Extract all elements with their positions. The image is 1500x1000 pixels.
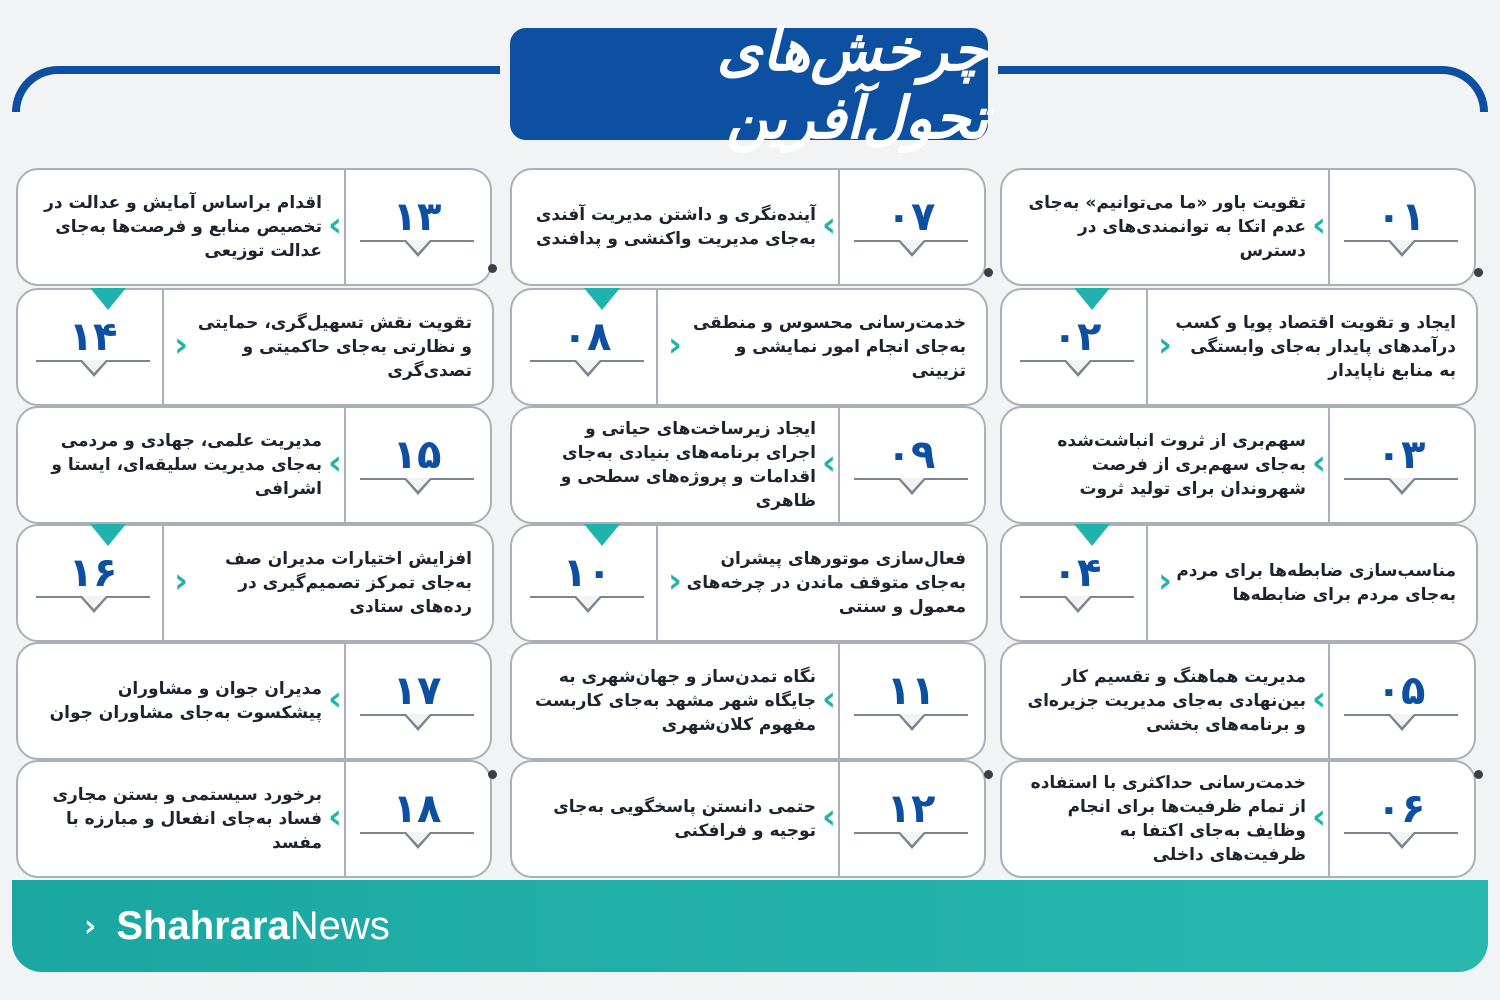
- item-number: ۰۶: [1376, 786, 1426, 832]
- item-number: ۱۰: [562, 550, 612, 596]
- list-item: [16, 168, 496, 286]
- list-item: [1000, 288, 1480, 406]
- chevron-left-icon: ‹: [327, 205, 342, 245]
- item-number: ۱۷: [392, 668, 442, 714]
- footer-bar: [12, 880, 1488, 972]
- item-number: ۰۴: [1052, 550, 1102, 596]
- connector-dot: [984, 770, 993, 779]
- chevron-right-icon: ‹: [1158, 325, 1173, 365]
- arrow-down-icon: [1074, 288, 1110, 310]
- item-text: افزایش اختیارات مدیران صف به‌جای تمرکز تصمیم‌گیری در رده‌های ستادی: [225, 549, 472, 617]
- chevron-left-icon: ‹: [1311, 205, 1326, 245]
- chevron-left-icon: ‹: [821, 205, 836, 245]
- arrow-down-icon: [584, 524, 620, 546]
- connector-dot: [1474, 268, 1483, 277]
- item-text: آینده‌نگری و داشتن مدیریت آفندی به‌جای مدیریت واکنشی و پدافندی: [535, 205, 816, 249]
- item-text: برخورد سیستمی و بستن مجاری فساد به‌جای انفعال و مبارزه با مفسد: [52, 785, 322, 853]
- chevron-right-icon: ‹: [174, 561, 189, 601]
- item-number: ۱۸: [392, 786, 442, 832]
- title-banner: [506, 16, 992, 152]
- list-item: [1000, 642, 1480, 760]
- item-number: ۰۸: [562, 314, 612, 360]
- chevron-left-icon: ‹: [821, 797, 836, 837]
- item-text: مدیران جوان و مشاوران پیشکسوت به‌جای مشاوران جوان: [49, 679, 322, 723]
- chevron-right-icon: ‹: [1158, 561, 1173, 601]
- item-number: ۱۶: [68, 550, 118, 596]
- item-number: ۱۳: [392, 194, 442, 240]
- item-text: تقویت نقش تسهیل‌گری، حمایتی و نظارتی به‌جای حاکمیتی و تصدی‌گری: [197, 313, 472, 381]
- chevron-left-icon: ‹: [1311, 797, 1326, 837]
- chevron-left-icon: ‹: [1311, 679, 1326, 719]
- chevron-left-icon: ‹: [327, 443, 342, 483]
- list-item: [510, 760, 990, 878]
- item-number: ۰۲: [1052, 314, 1102, 360]
- brand-logo-light: News: [289, 903, 390, 948]
- item-text: اقدام براساس آمایش و عدالت در تخصیص منابع و فرصت‌ها به‌جای عدالت توزیعی: [44, 193, 322, 261]
- chevron-left-icon: ‹: [821, 679, 836, 719]
- list-item: [16, 760, 496, 878]
- connector-dot: [984, 268, 993, 277]
- arrow-down-icon: [1074, 524, 1110, 546]
- chevron-left-icon: ‹: [1311, 443, 1326, 483]
- item-number: ۱۱: [886, 668, 936, 714]
- list-item: [16, 642, 496, 760]
- chevron-right-icon: ‹: [668, 561, 683, 601]
- item-text: سهم‌بری از ثروت انباشت‌شده به‌جای سهم‌بری از فرصت شهروندان برای تولید ثروت: [1057, 431, 1306, 499]
- item-text: فعال‌سازی موتورهای پیشران به‌جای متوقف ماندن در چرخه‌های معمول و سنتی: [686, 549, 966, 617]
- list-item: [16, 524, 496, 642]
- list-item: [510, 168, 990, 286]
- chevron-left-icon: ‹: [821, 443, 836, 483]
- item-text: حتمی دانستن پاسخگویی به‌جای توجیه و فرافکنی: [553, 797, 816, 841]
- item-number: ۰۷: [886, 194, 936, 240]
- item-text: مدیریت علمی، جهادی و مردمی به‌جای مدیریت سلیقه‌ای، ایستا و اشرافی: [51, 431, 322, 499]
- list-item: [1000, 760, 1480, 878]
- chevron-right-icon: ‹: [668, 325, 683, 365]
- item-text: خدمت‌رسانی حداکثری با استفاده از تمام ظرفیت‌ها برای انجام وظایف به‌جای اکتفا به ظرفیت‌های داخلی: [1030, 773, 1306, 865]
- item-number: ۰۳: [1376, 432, 1426, 478]
- brand-logo-bold: Shahrara: [116, 903, 290, 948]
- item-number: ۰۹: [886, 432, 936, 478]
- connector-dot: [1474, 770, 1483, 779]
- chevron-left-icon: ‹: [327, 797, 342, 837]
- list-item: [16, 406, 496, 524]
- arrow-down-icon: [90, 524, 126, 546]
- list-item: [510, 642, 990, 760]
- item-text: مناسب‌سازی ضابطه‌ها برای مردم به‌جای مردم برای ضابطه‌ها: [1176, 561, 1456, 605]
- connector-dot: [488, 264, 497, 273]
- item-text: مدیریت هماهنگ و تقسیم کار بین‌نهادی به‌جای مدیریت جزیره‌ای و برنامه‌های بخشی: [1027, 667, 1306, 735]
- item-number: ۱۲: [886, 786, 936, 832]
- list-item: [1000, 168, 1480, 286]
- chevron-left-icon: ‹: [327, 679, 342, 719]
- connector-dot: [488, 770, 497, 779]
- list-item: [1000, 524, 1480, 642]
- list-item: [510, 406, 990, 524]
- item-text: نگاه تمدن‌ساز و جهان‌شهری به جایگاه شهر مشهد به‌جای کاربست مفهوم کلان‌شهری: [534, 667, 816, 735]
- item-text: ایجاد و تقویت اقتصاد پویا و کسب درآمدهای پایدار به‌جای وابستگی به منابع ناپایدار: [1175, 313, 1456, 381]
- arrow-down-icon: [584, 288, 620, 310]
- arrow-down-icon: [90, 288, 126, 310]
- item-text: تقویت باور «ما می‌توانیم» به‌جای عدم اتکا به توانمندی‌های در دسترس: [1028, 193, 1306, 261]
- item-number: ۰۵: [1376, 668, 1426, 714]
- chevron-right-icon: ›: [84, 908, 97, 944]
- list-item: [510, 524, 990, 642]
- item-number: ۰۱: [1376, 194, 1426, 240]
- list-item: [16, 288, 496, 406]
- item-text: ایجاد زیرساخت‌های حیاتی و اجرای برنامه‌های بنیادی به‌جای اقدامات و پروژه‌های سطحی و ظاهری: [560, 419, 816, 511]
- item-text: خدمت‌رسانی محسوس و منطقی به‌جای انجام امور نمایشی و تزیینی: [692, 313, 966, 381]
- list-item: [510, 288, 990, 406]
- page-title: چرخش‌های تحول‌آفرین: [716, 16, 988, 152]
- item-number: ۱۴: [68, 314, 118, 360]
- list-item: [1000, 406, 1480, 524]
- chevron-right-icon: ‹: [174, 325, 189, 365]
- item-number: ۱۵: [392, 432, 442, 478]
